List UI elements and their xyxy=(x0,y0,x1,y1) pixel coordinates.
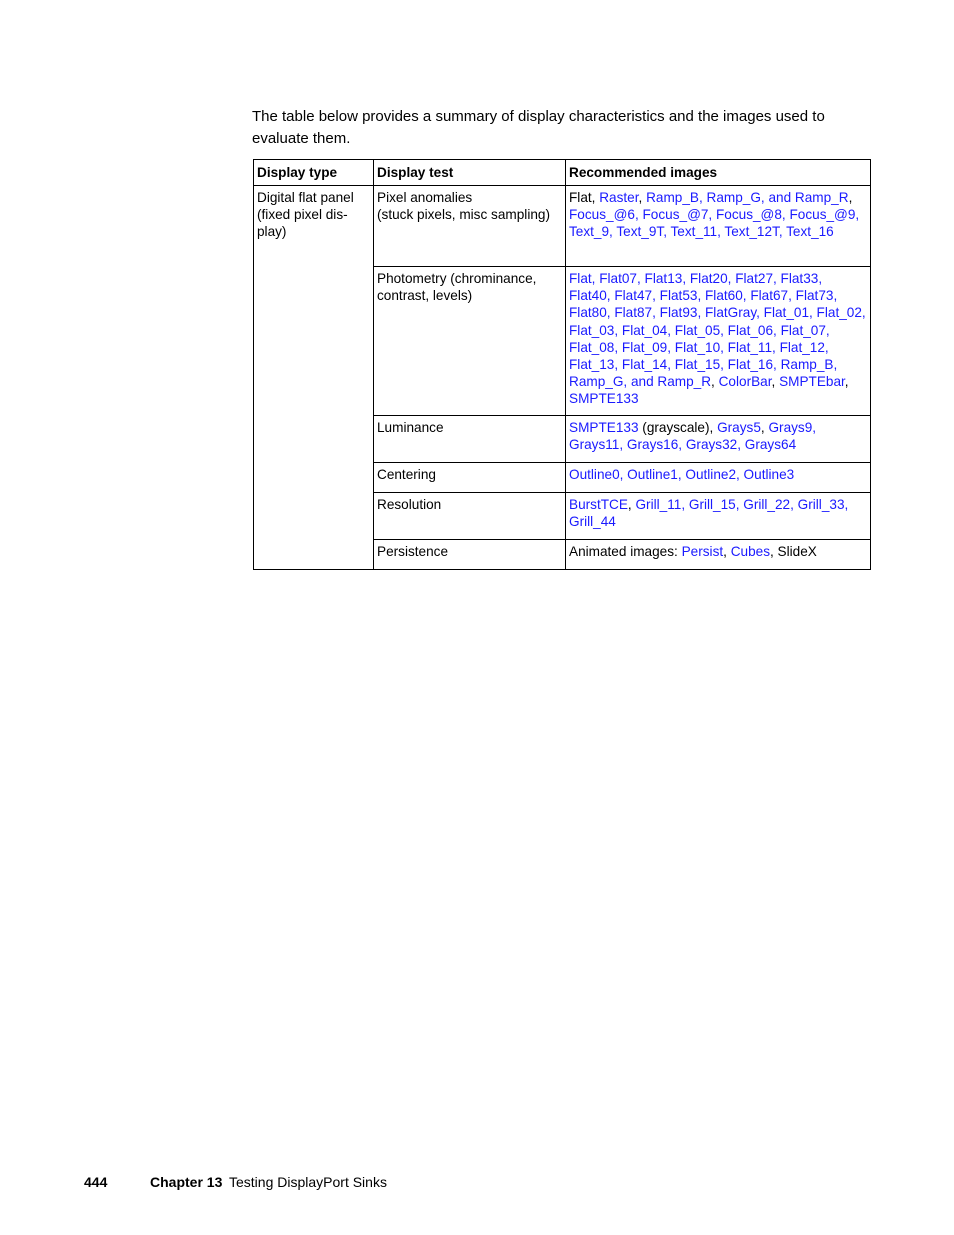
image-link[interactable]: Cubes xyxy=(730,544,770,559)
image-list-text: (grayscale), xyxy=(638,420,718,435)
image-link[interactable]: Ramp_B, Ramp_G, and Ramp_R xyxy=(646,190,849,205)
image-list-text: , xyxy=(771,374,780,390)
image-link[interactable]: Grays9, Grays11, Grays16, Grays32, Grays64 xyxy=(569,420,817,453)
display-test-cell xyxy=(374,267,566,416)
image-link[interactable]: ColorBar xyxy=(718,374,772,390)
test-line: Pixel anomalies xyxy=(377,190,473,205)
image-link[interactable]: Persist xyxy=(681,544,724,559)
test-line: Resolution xyxy=(377,497,442,512)
image-list-text: , xyxy=(848,190,853,205)
recommended-images-cell xyxy=(566,463,871,493)
header-recommended-images: Recommended images xyxy=(566,160,871,186)
display-test-cell xyxy=(374,493,566,540)
image-list-text: , xyxy=(711,374,719,390)
table-row xyxy=(254,186,871,267)
image-list-text: , xyxy=(844,374,849,390)
display-summary-table xyxy=(253,159,871,570)
test-line: contrast, levels) xyxy=(377,288,473,304)
image-link[interactable]: SMPTE133 xyxy=(569,420,639,435)
image-list-text: , xyxy=(723,544,731,559)
intro-paragraph: The table below provides a summary of display characteristics and the images used to evaluate them. xyxy=(252,108,825,147)
image-list-text: Animated images: xyxy=(569,544,682,559)
recommended-images-cell xyxy=(566,186,871,267)
image-list-text: Flat, xyxy=(569,190,600,205)
recommended-images-cell xyxy=(566,267,871,416)
image-link[interactable]: Grill_11, Grill_15, Grill_22, Grill_33, Grill_44 xyxy=(569,497,849,530)
display-type-line: Digital flat panel xyxy=(257,190,354,205)
image-link[interactable]: Flat, Flat07, Flat13, Flat20, Flat27, Flat33, Flat40, Flat47, Flat53, Flat60, Flat67, Flat73, Flat80, Flat87, Flat93, FlatGray, Flat_01, Flat_02, Flat_03, Flat_04, Flat_05, Flat_06, Flat_07, Flat_08, Flat_09, Flat_10, Flat_11, Flat_12, Flat_13, Flat_14, Flat_15, Flat_16, Ramp_B, Ramp_G, and Ramp_R xyxy=(569,271,866,390)
display-test-cell xyxy=(374,463,566,493)
image-link[interactable]: SMPTE133 xyxy=(569,391,639,407)
image-link[interactable]: Outline0, Outline1, Outline2, Outline3 xyxy=(569,467,795,482)
test-line: Persistence xyxy=(377,544,449,559)
image-link[interactable]: Focus_@6, Focus_@7, Focus_@8, Focus_@9, Text_9, Text_9T, Text_11, Text_12T, Text_16 xyxy=(569,207,860,240)
image-list-text: , SlideX xyxy=(770,544,817,559)
display-type-line: (fixed pixel dis- xyxy=(257,207,348,223)
recommended-images-cell xyxy=(566,540,871,570)
header-display-test: Display test xyxy=(374,160,566,186)
display-type-cell xyxy=(254,186,374,570)
table-header-row xyxy=(254,160,871,186)
image-list-text: , xyxy=(638,190,647,205)
display-type-line: play) xyxy=(257,224,287,240)
header-display-type: Display type xyxy=(254,160,374,186)
recommended-images-cell xyxy=(566,416,871,463)
image-link[interactable]: SMPTEbar xyxy=(779,374,845,390)
image-link[interactable]: Raster xyxy=(599,190,639,205)
image-list-text: , xyxy=(627,497,636,512)
test-line: Centering xyxy=(377,467,436,482)
image-link[interactable]: Grays5 xyxy=(717,420,761,435)
display-test-cell xyxy=(374,416,566,463)
display-test-cell xyxy=(374,540,566,570)
test-line: (stuck pixels, misc sampling) xyxy=(377,207,550,223)
image-list-text: , xyxy=(760,420,769,435)
test-line: Photometry (chrominance, xyxy=(377,271,537,286)
image-link[interactable]: BurstTCE xyxy=(569,497,628,512)
chapter-label: Chapter 13 xyxy=(150,1174,223,1190)
page-number: 444 xyxy=(84,1174,108,1190)
chapter-title: Testing DisplayPort Sinks xyxy=(229,1174,387,1190)
test-line: Luminance xyxy=(377,420,444,435)
display-test-cell xyxy=(374,186,566,267)
recommended-images-cell xyxy=(566,493,871,540)
